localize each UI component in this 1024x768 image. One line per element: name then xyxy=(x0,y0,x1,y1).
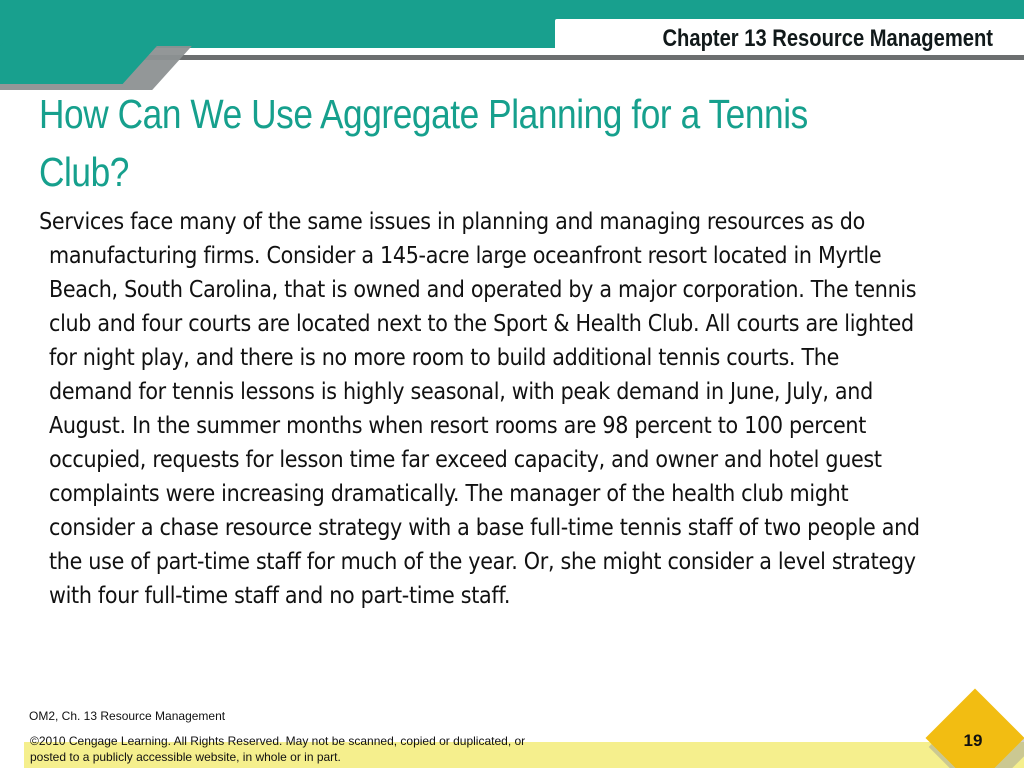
footer-course-title: OM2, Ch. 13 Resource Management xyxy=(29,709,226,723)
copyright-notice: ©2010 Cengage Learning. All Rights Reserved. May not be scanned, copied or duplicated, or posted to a publicly accessible website, in whole or in part. xyxy=(30,734,526,764)
page-number: 19 xyxy=(963,731,983,750)
slide-title: How Can We Use Aggregate Planning for a Tennis Club? xyxy=(39,91,808,195)
chapter-title: Chapter 13 Resource Management xyxy=(662,25,993,52)
body-paragraph: Services face many of the same issues in planning and managing resources as do manufacturing firms. Consider a 145-acre large oceanfront resort located in Myrtle Beach, South Carolina, that is owned and operated by a major corporation. The tennis club and four courts are located next to the Sport & Health Club. All courts are lighted for night play, and there is no more room to build additional tennis courts. The demand for tennis lessons is highly seasonal, with peak demand in June, July, and August. In the summer months when resort rooms are 98 percent to 100 percent occupied, requests for lesson time far exceed capacity, and owner and hotel guest complaints were increasing dramatically. The manager of the health club might consider a chase resource strategy with a base full-time tennis staff of two people and the use of part-time staff for much of the year. Or, she might consider a level strategy with four full-time staff and no part-time staff. xyxy=(39,209,920,609)
